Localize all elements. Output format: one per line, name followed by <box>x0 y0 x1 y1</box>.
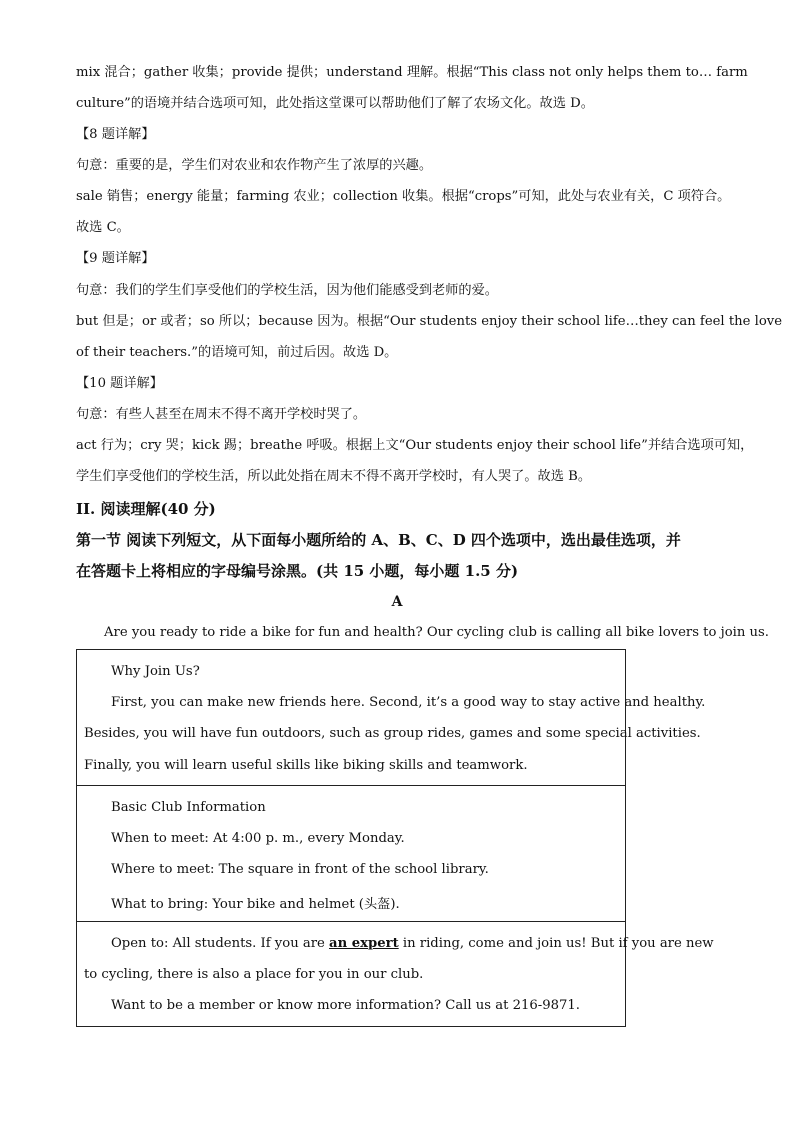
box-text: Finally, you will learn useful skills like biking skills and teamwork. <box>84 758 528 773</box>
section-instructions: 在答题卡上将相应的字母编号涂黑。(共 15 小题，每小题 1.5 分) <box>76 562 519 580</box>
open-to-box <box>76 921 714 1027</box>
box-text-part: Open to: All students. If you are <box>111 936 330 951</box>
box-text-part: in riding, come and join us! But if you are new <box>398 936 714 951</box>
text-line: mix 混合；gather 收集；provide 提供；understand 理解。根据“This class not only helps them to… farm <box>76 65 748 80</box>
box-text: to cycling, there is also a place for you in our club. <box>84 967 424 982</box>
text-line: of their teachers.”的语境可知，前过后因。故选 D。 <box>76 345 398 360</box>
passage-letter: A <box>391 594 403 610</box>
box-title: Why Join Us? <box>111 664 200 679</box>
why-join-box <box>76 649 706 786</box>
text-line: act 行为；cry 哭；kick 踢；breathe 呼吸。根据上文“Our students enjoy their school life”并结合选项可知， <box>76 438 754 453</box>
section-instructions: 第一节 阅读下列短文，从下面每小题所给的 A、B、C、D 四个选项中，选出最佳选项，并 <box>76 531 681 549</box>
club-info-box <box>76 785 626 922</box>
question-heading: 【8 题详解】 <box>76 127 155 142</box>
passage-intro: Are you ready to ride a bike for fun and health? Our cycling club is calling all bike lovers to join us. <box>104 625 769 640</box>
box-text <box>111 936 714 951</box>
text-line: 故选 C。 <box>76 220 130 235</box>
text-line: sale 销售；energy 能量；farming 农业；collection 收集。根据“crops”可知，此处与农业有关，C 项符合。 <box>76 189 731 204</box>
question-heading: 【10 题详解】 <box>76 376 163 391</box>
section-title: II. 阅读理解(40 分) <box>76 500 216 518</box>
box-text: First, you can make new friends here. Second, it’s a good way to stay active and healthy. <box>111 695 706 710</box>
box-text: Besides, you will have fun outdoors, such as group rides, games and some special activities. <box>84 726 701 741</box>
question-heading: 【9 题详解】 <box>76 251 155 266</box>
text-line: culture”的语境并结合选项可知，此处指这堂课可以帮助他们了解了农场文化。故选 D。 <box>76 96 594 111</box>
box-text: When to meet: At 4:00 p. m., every Monday. <box>111 831 405 846</box>
box-text: Want to be a member or know more information? Call us at 216-9871. <box>111 998 580 1013</box>
box-title: Basic Club Information <box>111 800 266 815</box>
box-text: What to bring: Your bike and helmet (头盔). <box>111 897 400 912</box>
text-line: 句意：我们的学生们享受他们的学校生活，因为他们能感受到老师的爱。 <box>76 283 498 298</box>
emphasized-phrase: an expert <box>329 936 399 951</box>
text-line: 句意：重要的是，学生们对农业和农作物产生了浓厚的兴趣。 <box>76 158 433 173</box>
text-line: 句意：有些人甚至在周末不得不离开学校时哭了。 <box>76 407 367 422</box>
box-text: Where to meet: The square in front of the school library. <box>111 862 489 877</box>
text-line: but 但是；or 或者；so 所以；because 因为。根据“Our students enjoy their school life…they can feel the love <box>76 314 783 329</box>
text-line: 学生们享受他们的学校生活，所以此处指在周末不得不离开学校时，有人哭了。故选 B。 <box>76 469 592 484</box>
